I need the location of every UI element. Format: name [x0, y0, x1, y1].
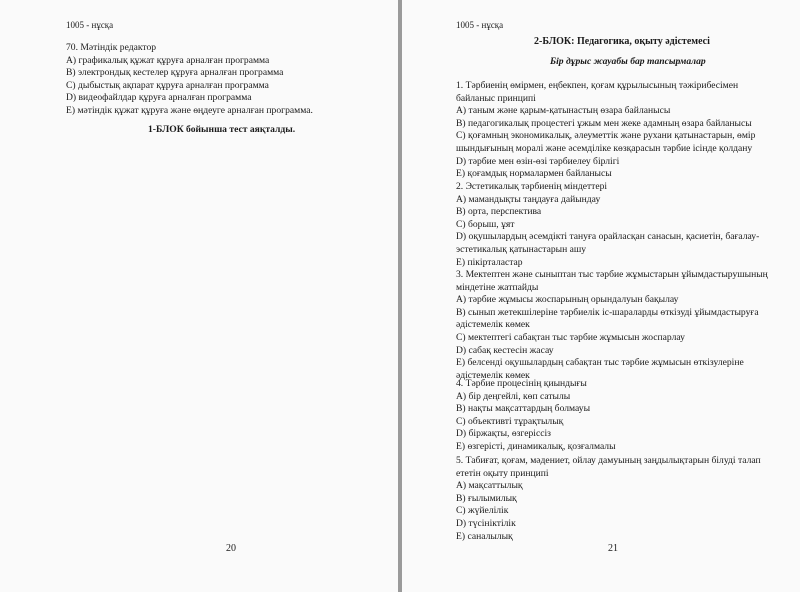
answer-option: E) пікірталастар [456, 256, 523, 268]
left-page [0, 0, 398, 592]
answer-option: B) ғылымилық [456, 492, 517, 504]
answer-option: әдістемелік көмек [456, 319, 530, 331]
section-instruction: Бір дұрыс жауабы бар тапсырмалар [550, 56, 706, 67]
answer-option: D) сабақ кестесін жасау [456, 344, 554, 356]
question-line: 1. Тәрбиенің өмірмен, еңбекпен, қоғам құрылысының тәжірибесімен [456, 80, 739, 91]
answer-option: A) мамандықты таңдауға дайындау [456, 193, 601, 205]
answer-option: E) белсенді оқушылардың сабақтан тыс тәрбие жұмысын өткізулеріне [456, 357, 744, 369]
question-5 [456, 455, 761, 543]
answer-option: B) сынып жетекшілеріне тәрбиелік іс-шараларды өткізуді ұйымдастыруға [456, 306, 759, 318]
question-line: 2. Эстетикалық тәрбиенің міндеттері [456, 181, 608, 192]
page-number: 20 [226, 543, 236, 554]
right-page [402, 0, 800, 592]
answer-option: A) тәрбие жұмысы жоспарының орындалуын бақылау [456, 294, 679, 306]
question-line: ететін оқыту принципі [456, 467, 549, 479]
answer-option: эстетикалық қатынастарын ашу [456, 243, 587, 255]
answer-option: C) объективті тұрақтылық [456, 415, 564, 427]
answer-option: C) жүйелілік [456, 505, 509, 517]
question-line: байланыс принципі [456, 92, 536, 104]
answer-option: шындығының моралі және әсемділіке көзқарасын тәрбие ісінде қолдану [456, 142, 753, 154]
question-3 [456, 269, 768, 382]
answer-option: D) түсініктілік [456, 517, 516, 529]
answer-option: әдістемелік көмек [456, 369, 530, 381]
block-end-note: 1-БЛОК бойынша тест аяқталды. [148, 124, 296, 135]
answer-option: A) таным және қарым-қатынастың өзара байланысы [456, 105, 671, 117]
answer-option: E) қоғамдық нормалармен байланысы [456, 168, 612, 180]
question-2 [456, 181, 759, 269]
answer-option: C) борыш, ұят [456, 218, 515, 230]
answer-option: A) бір деңгейлі, көп сатылы [456, 390, 571, 402]
answer-option: C) дыбыстық ақпарат құруға арналған программа [66, 79, 269, 91]
answer-option: C) мектептегі сабақтан тыс тәрбие жұмысын жоспарлау [456, 331, 685, 343]
question-line: 5. Табиғат, қоғам, мәдениет, ойлау дамуының заңдылықтарын білуді талап [456, 455, 761, 466]
answer-option: E) саналылық [456, 530, 513, 542]
block-title: 2-БЛОК: Педагогика, оқыту әдістемесі [534, 36, 710, 47]
answer-option: A) графикалық құжат құруға арналған программа [66, 54, 270, 66]
question-1 [456, 80, 755, 181]
question-line: міндетіне жатпайды [456, 281, 539, 293]
question-70 [66, 42, 313, 118]
answer-option: D) тәрбие мен өзін-өзі тәрбиелеу бірлігі [456, 155, 620, 167]
answer-option: E) мәтіндік құжат құруға және өңдеуге арналған программа. [66, 104, 313, 116]
answer-option: B) электрондық кестелер құруға арналған программа [66, 67, 284, 79]
answer-option: B) орта, перспектива [456, 206, 542, 218]
answer-option: C) қоғамның экономикалық, әлеуметтік және рухани қатынастарын, өмір [456, 130, 756, 142]
question-line: 3. Мектептен және сыныптан тыс тәрбие жұмыстарын ұйымдастырушының [456, 269, 768, 280]
variant-header: 1005 - нұсқа [66, 20, 114, 30]
answer-option: B) нақты мақсаттардың болмауы [456, 403, 591, 415]
answer-option: A) мақсаттылық [456, 480, 523, 492]
answer-option: D) оқушылардың әсемдікті тануға орайласқан санасын, қасиетін, бағалау- [456, 231, 760, 243]
answer-option: D) біржақты, өзгеріссіз [456, 428, 551, 440]
question-stem: 70. Мәтіндік редактор [66, 42, 157, 53]
question-line: 4. Тәрбие процесінің қиындығы [456, 378, 587, 389]
variant-header: 1005 - нұсқа [456, 20, 504, 30]
answer-option: B) педагогикалық процестегі ұжым мен жеке адамның өзара байланысы [456, 117, 752, 129]
page-number: 21 [608, 543, 618, 554]
answer-option: E) өзгерісті, динамикалық, қозғалмалы [456, 440, 616, 452]
question-4 [456, 378, 616, 454]
answer-option: D) видеофайлдар құруға арналған программа [66, 92, 252, 104]
